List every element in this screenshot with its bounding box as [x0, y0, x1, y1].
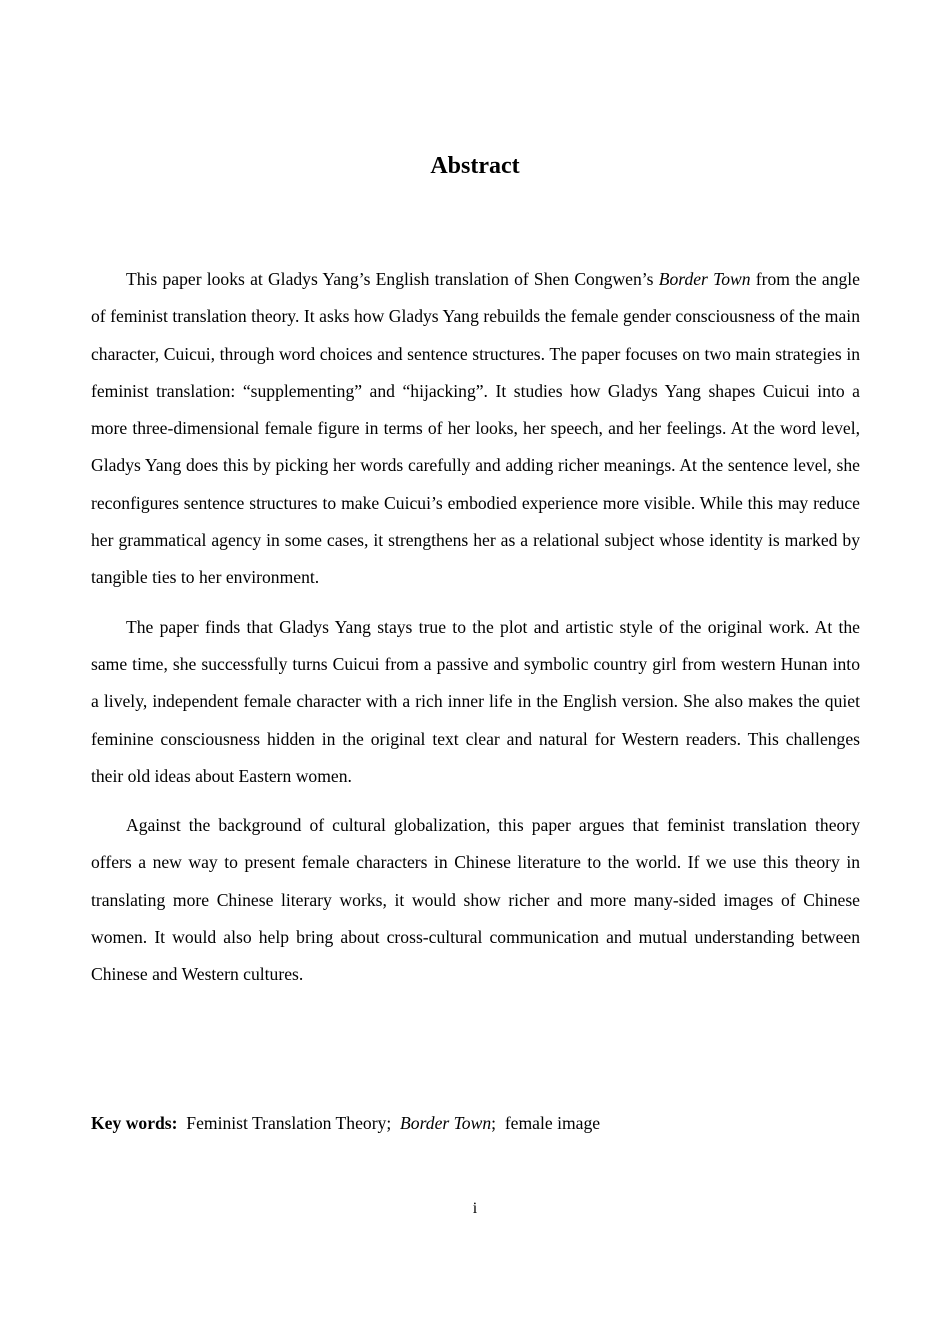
keyword-1: Feminist Translation Theory [186, 1113, 387, 1133]
page-title: Abstract [430, 153, 520, 179]
keyword-separator-2: ; [491, 1113, 505, 1133]
page-number: i [472, 1200, 478, 1217]
keyword-separator-1: ; [386, 1113, 401, 1133]
book-title-italic: Border Town [658, 269, 751, 289]
keyword-3: female image [504, 1113, 601, 1133]
abstract-paragraph-1 [91, 261, 860, 597]
keywords-label: Key words: [91, 1113, 178, 1133]
abstract-paragraph-2: The paper finds that Gladys Yang stays true to the plot and artistic style of the original work. At the same time, she successfully turns Cuicui from a passive and symbolic country girl from western Hunan into a lively, independent female character with a rich inner life in the English version. She also makes the quiet feminine consciousness hidden in the original text clear and natural for Western readers. This challenges their old ideas about Eastern women. [91, 616, 860, 786]
paragraph-1-text-a: This paper looks at Gladys Yang’s English translation of Shen Congwen’s [126, 269, 659, 289]
paragraph-1-text-c: from the angle of feminist translation theory. It asks how Gladys Yang rebuilds the female gender consciousness of the main character, Cuicui, through word choices and sentence structures. The paper focuses on two main strategies in feminist translation: “supplementing” and “hijacking”. It studies how Gladys Yang shapes Cuicui into a more three-dimensional female figure in terms of her looks, her speech, and her feelings. At the word level, Gladys Yang does this by picking her words carefully and adding richer meanings. At the sentence level, she reconfigures sentence structures to make Cuicui’s embodied experience more visible. While this may reduce her grammatical agency in some cases, it strengthens her as a relational subject whose identity is marked by tangible ties to her environment. [91, 269, 860, 588]
abstract-paragraph-3: Against the background of cultural globalization, this paper argues that feminist translation theory offers a new way to present female characters in Chinese literature to the world. If we use this theory in translating more Chinese literary works, it would show richer and more many-sided images of Chinese women. It would also help bring about cross-cultural communication and mutual understanding between Chinese and Western cultures. [91, 815, 860, 985]
keyword-2: Border Town [400, 1113, 492, 1133]
abstract-body [91, 261, 860, 1006]
keywords-line [91, 1106, 860, 1140]
